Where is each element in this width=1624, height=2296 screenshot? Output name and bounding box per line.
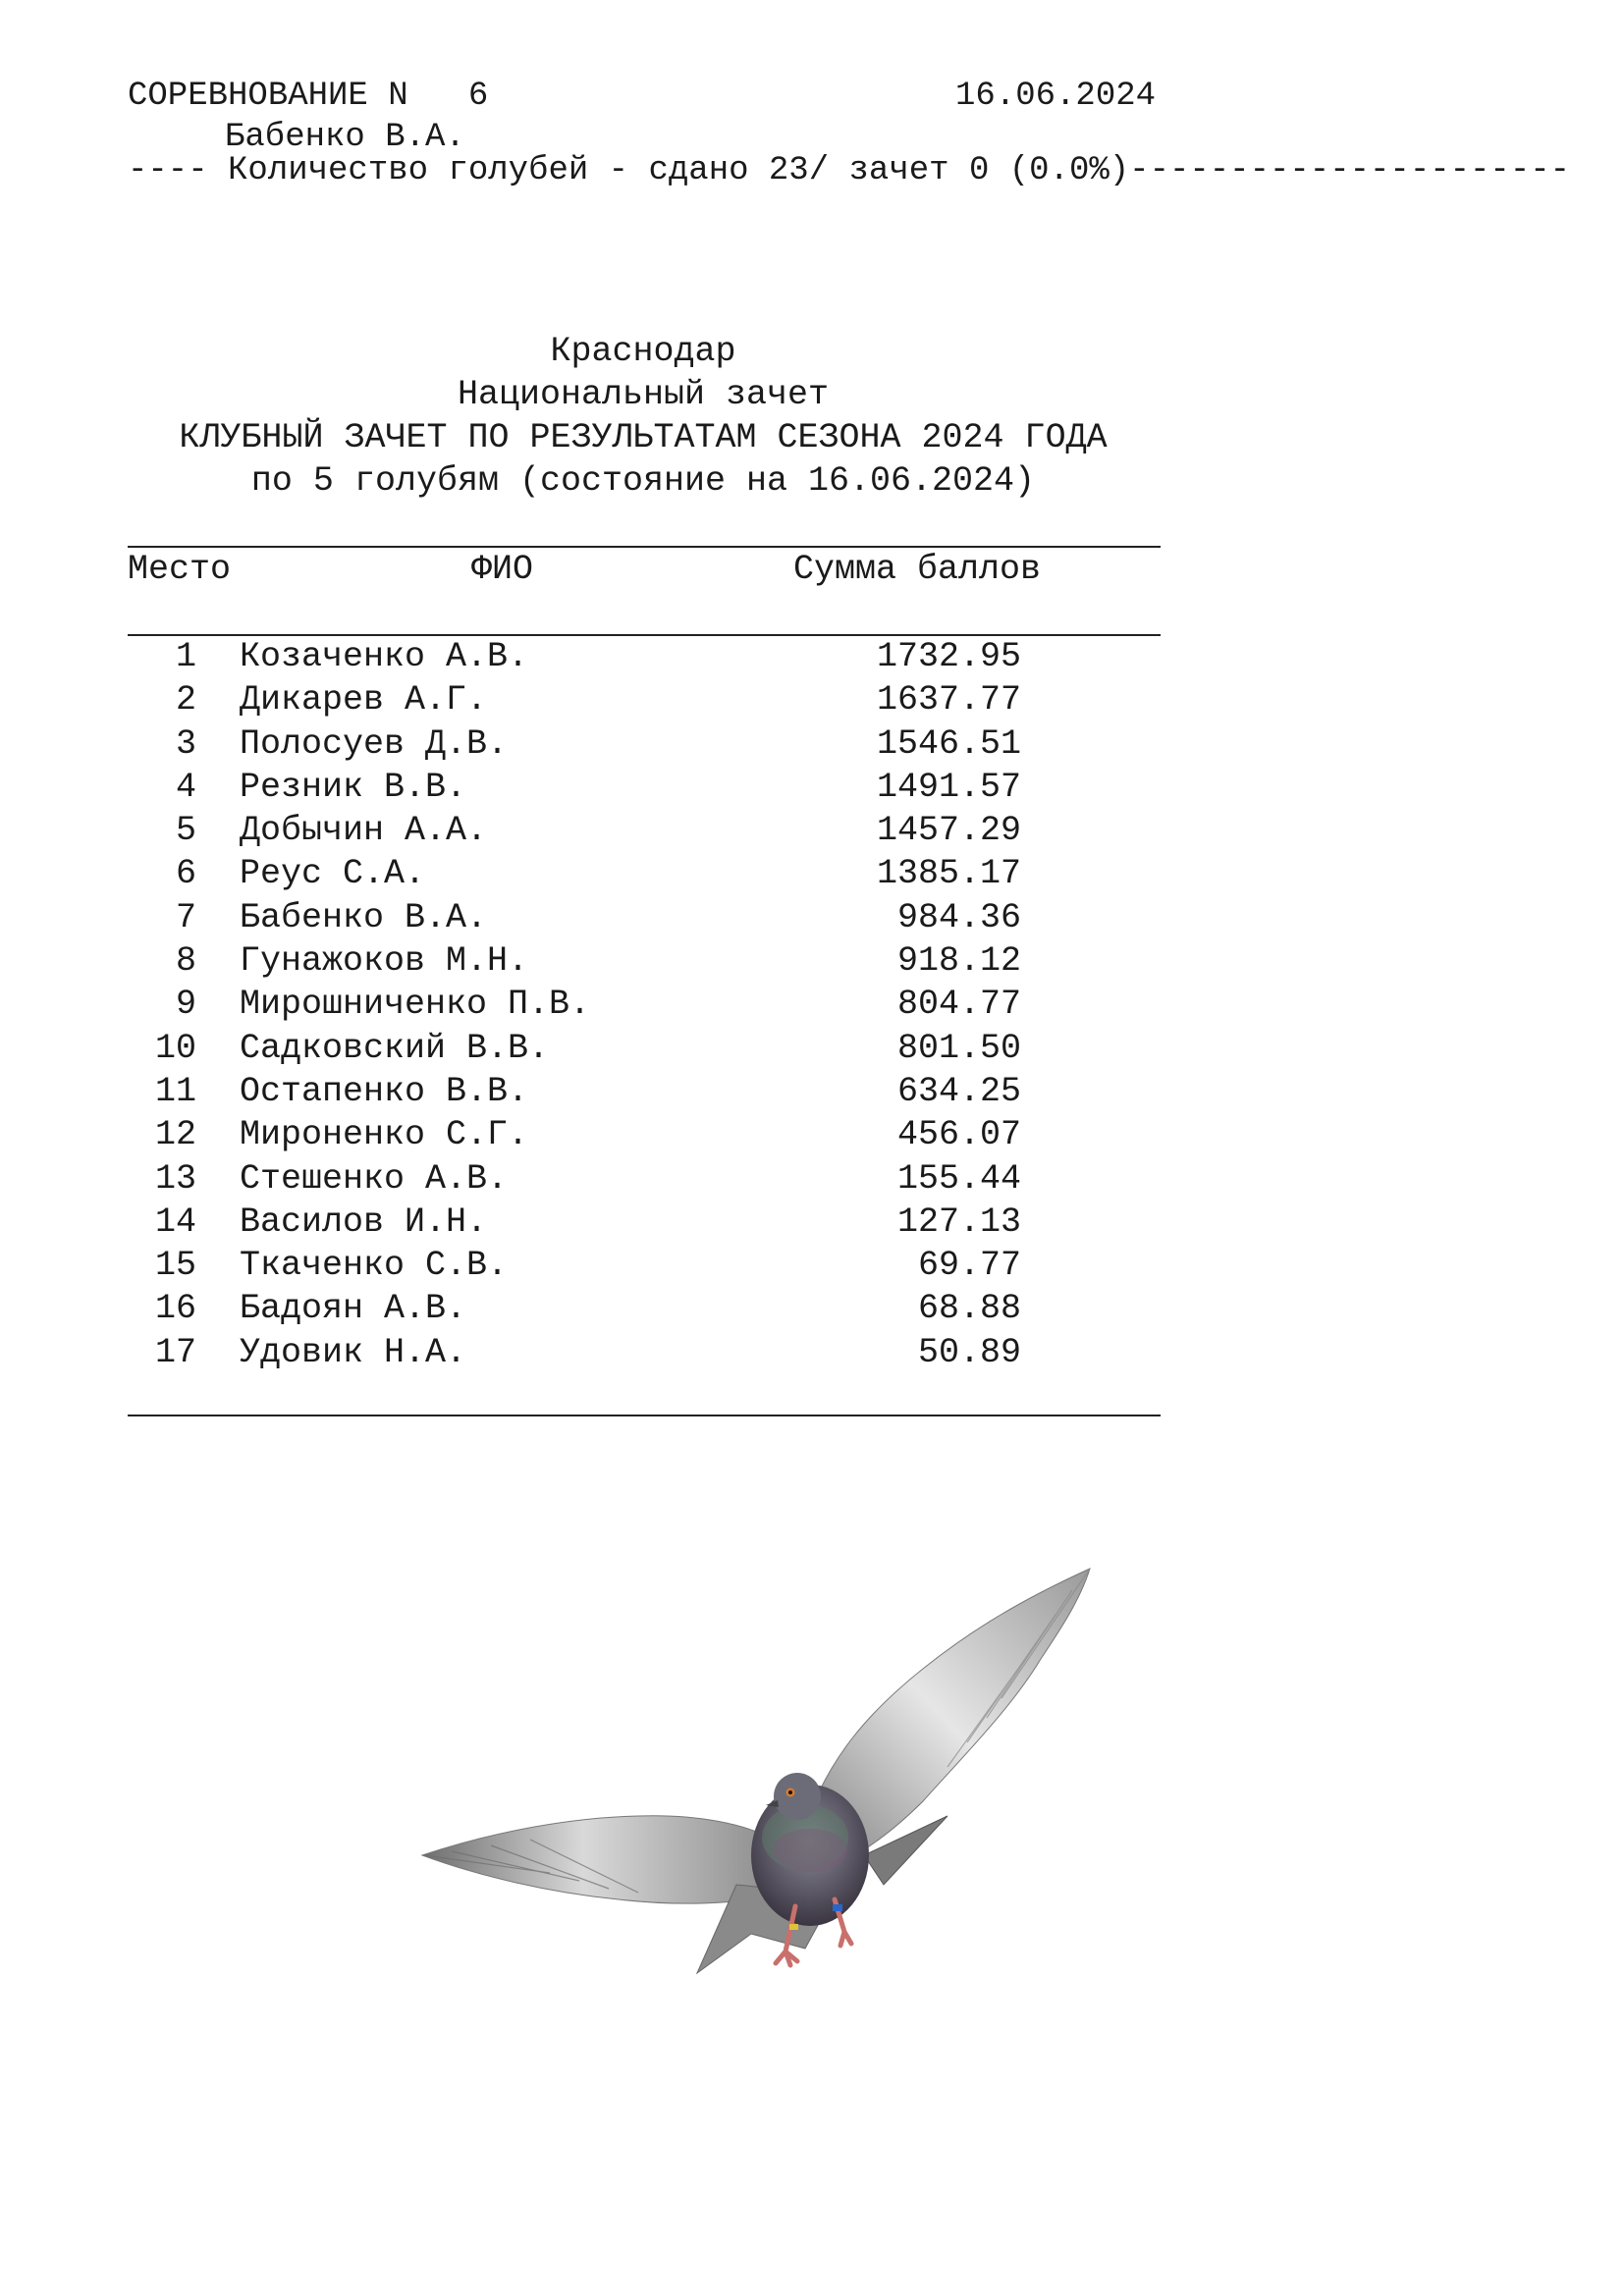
row-score: 127.13 [896,1201,1021,1242]
table-row [0,983,1178,1026]
row-name: Мирошниченко П.В. [240,985,591,1025]
row-score: 634.25 [896,1071,1021,1111]
row-name: Реус С.А. [240,854,426,894]
row-name: Резник В.В. [240,767,467,807]
competition-number: СОРЕВНОВАНИЕ N 6 [128,78,489,115]
row-place: 13 [154,1158,196,1199]
row-place: 4 [175,767,196,807]
row-score: 801.50 [896,1028,1021,1068]
table-row [0,766,1178,809]
row-name: Бадоян А.В. [240,1289,467,1329]
table-row [0,1201,1178,1244]
row-place: 5 [175,811,196,851]
table-row [0,722,1178,766]
row-place: 15 [154,1246,196,1286]
row-name: Полосуев Д.В. [240,723,509,764]
table-row [0,1070,1178,1113]
flying-pigeon-icon [412,1561,1100,2012]
row-name: Бабенко В.А. [240,897,488,937]
table-row [0,678,1178,721]
table-row [0,896,1178,939]
table-row [0,939,1178,983]
row-score: 1732.95 [876,637,1021,676]
table-row [0,1027,1178,1070]
row-place: 16 [154,1289,196,1329]
row-place: 14 [154,1201,196,1242]
row-place: 12 [154,1115,196,1155]
row-place: 1 [175,637,196,676]
table-row [0,1244,1178,1287]
row-score: 68.88 [917,1289,1021,1329]
row-score: 984.36 [896,897,1021,937]
city-title: Краснодар [550,332,736,371]
row-name: Козаченко А.В. [240,637,529,676]
table-row [0,852,1178,895]
row-name: Удовик Н.А. [240,1332,467,1372]
row-score: 1457.29 [876,811,1021,851]
row-score: 1546.51 [876,723,1021,764]
table-row [0,1113,1178,1156]
pigeon-count-summary: ---- Количество голубей - сдано 23/ зачет 0 (0.0%)---------------------- [128,152,1571,189]
table-row [0,809,1178,852]
row-score: 69.77 [917,1246,1021,1286]
row-score: 1637.77 [876,680,1021,721]
row-place: 17 [154,1332,196,1372]
row-score: 155.44 [896,1158,1021,1199]
row-name: Дикарев А.Г. [240,680,488,721]
row-score: 918.12 [896,941,1021,982]
row-score: 456.07 [896,1115,1021,1155]
row-place: 8 [175,941,196,982]
table-row [0,1157,1178,1201]
row-place: 11 [154,1071,196,1111]
row-place: 7 [175,897,196,937]
row-name: Остапенко В.В. [240,1071,529,1111]
table-row [0,635,1178,678]
row-score: 804.77 [896,985,1021,1025]
category-title: Национальный зачет [457,375,830,414]
row-score: 50.89 [917,1332,1021,1372]
row-name: Мироненко С.Г. [240,1115,529,1155]
column-header-score: Сумма баллов [793,550,1042,589]
report-heading: КЛУБНЫЙ ЗАЧЕТ ПО РЕЗУЛЬТАТАМ СЕЗОНА 2024 ГОДА [179,418,1108,457]
row-place: 9 [175,985,196,1025]
table-row [0,1287,1178,1330]
table-row [0,1331,1178,1374]
row-name: Садковский В.В. [240,1028,550,1068]
table-bottom-rule [128,1415,1161,1416]
column-header-place: Место [128,550,232,589]
row-score: 1491.57 [876,767,1021,807]
row-name: Василов И.Н. [240,1201,488,1242]
column-header-name: ФИО [471,550,534,589]
participant-name: Бабенко В.А. [225,119,465,156]
row-score: 1385.17 [876,854,1021,894]
row-place: 3 [175,723,196,764]
results-table-body [0,635,1178,1374]
row-name: Добычин А.А. [240,811,488,851]
row-place: 10 [154,1028,196,1068]
row-place: 2 [175,680,196,721]
report-subheading: по 5 голубям (состояние на 16.06.2024) [250,461,1036,501]
report-date: 16.06.2024 [955,78,1157,115]
row-name: Гунажоков М.Н. [240,941,529,982]
row-place: 6 [175,854,196,894]
row-name: Ткаченко С.В. [240,1246,509,1286]
row-name: Стешенко А.В. [240,1158,509,1199]
